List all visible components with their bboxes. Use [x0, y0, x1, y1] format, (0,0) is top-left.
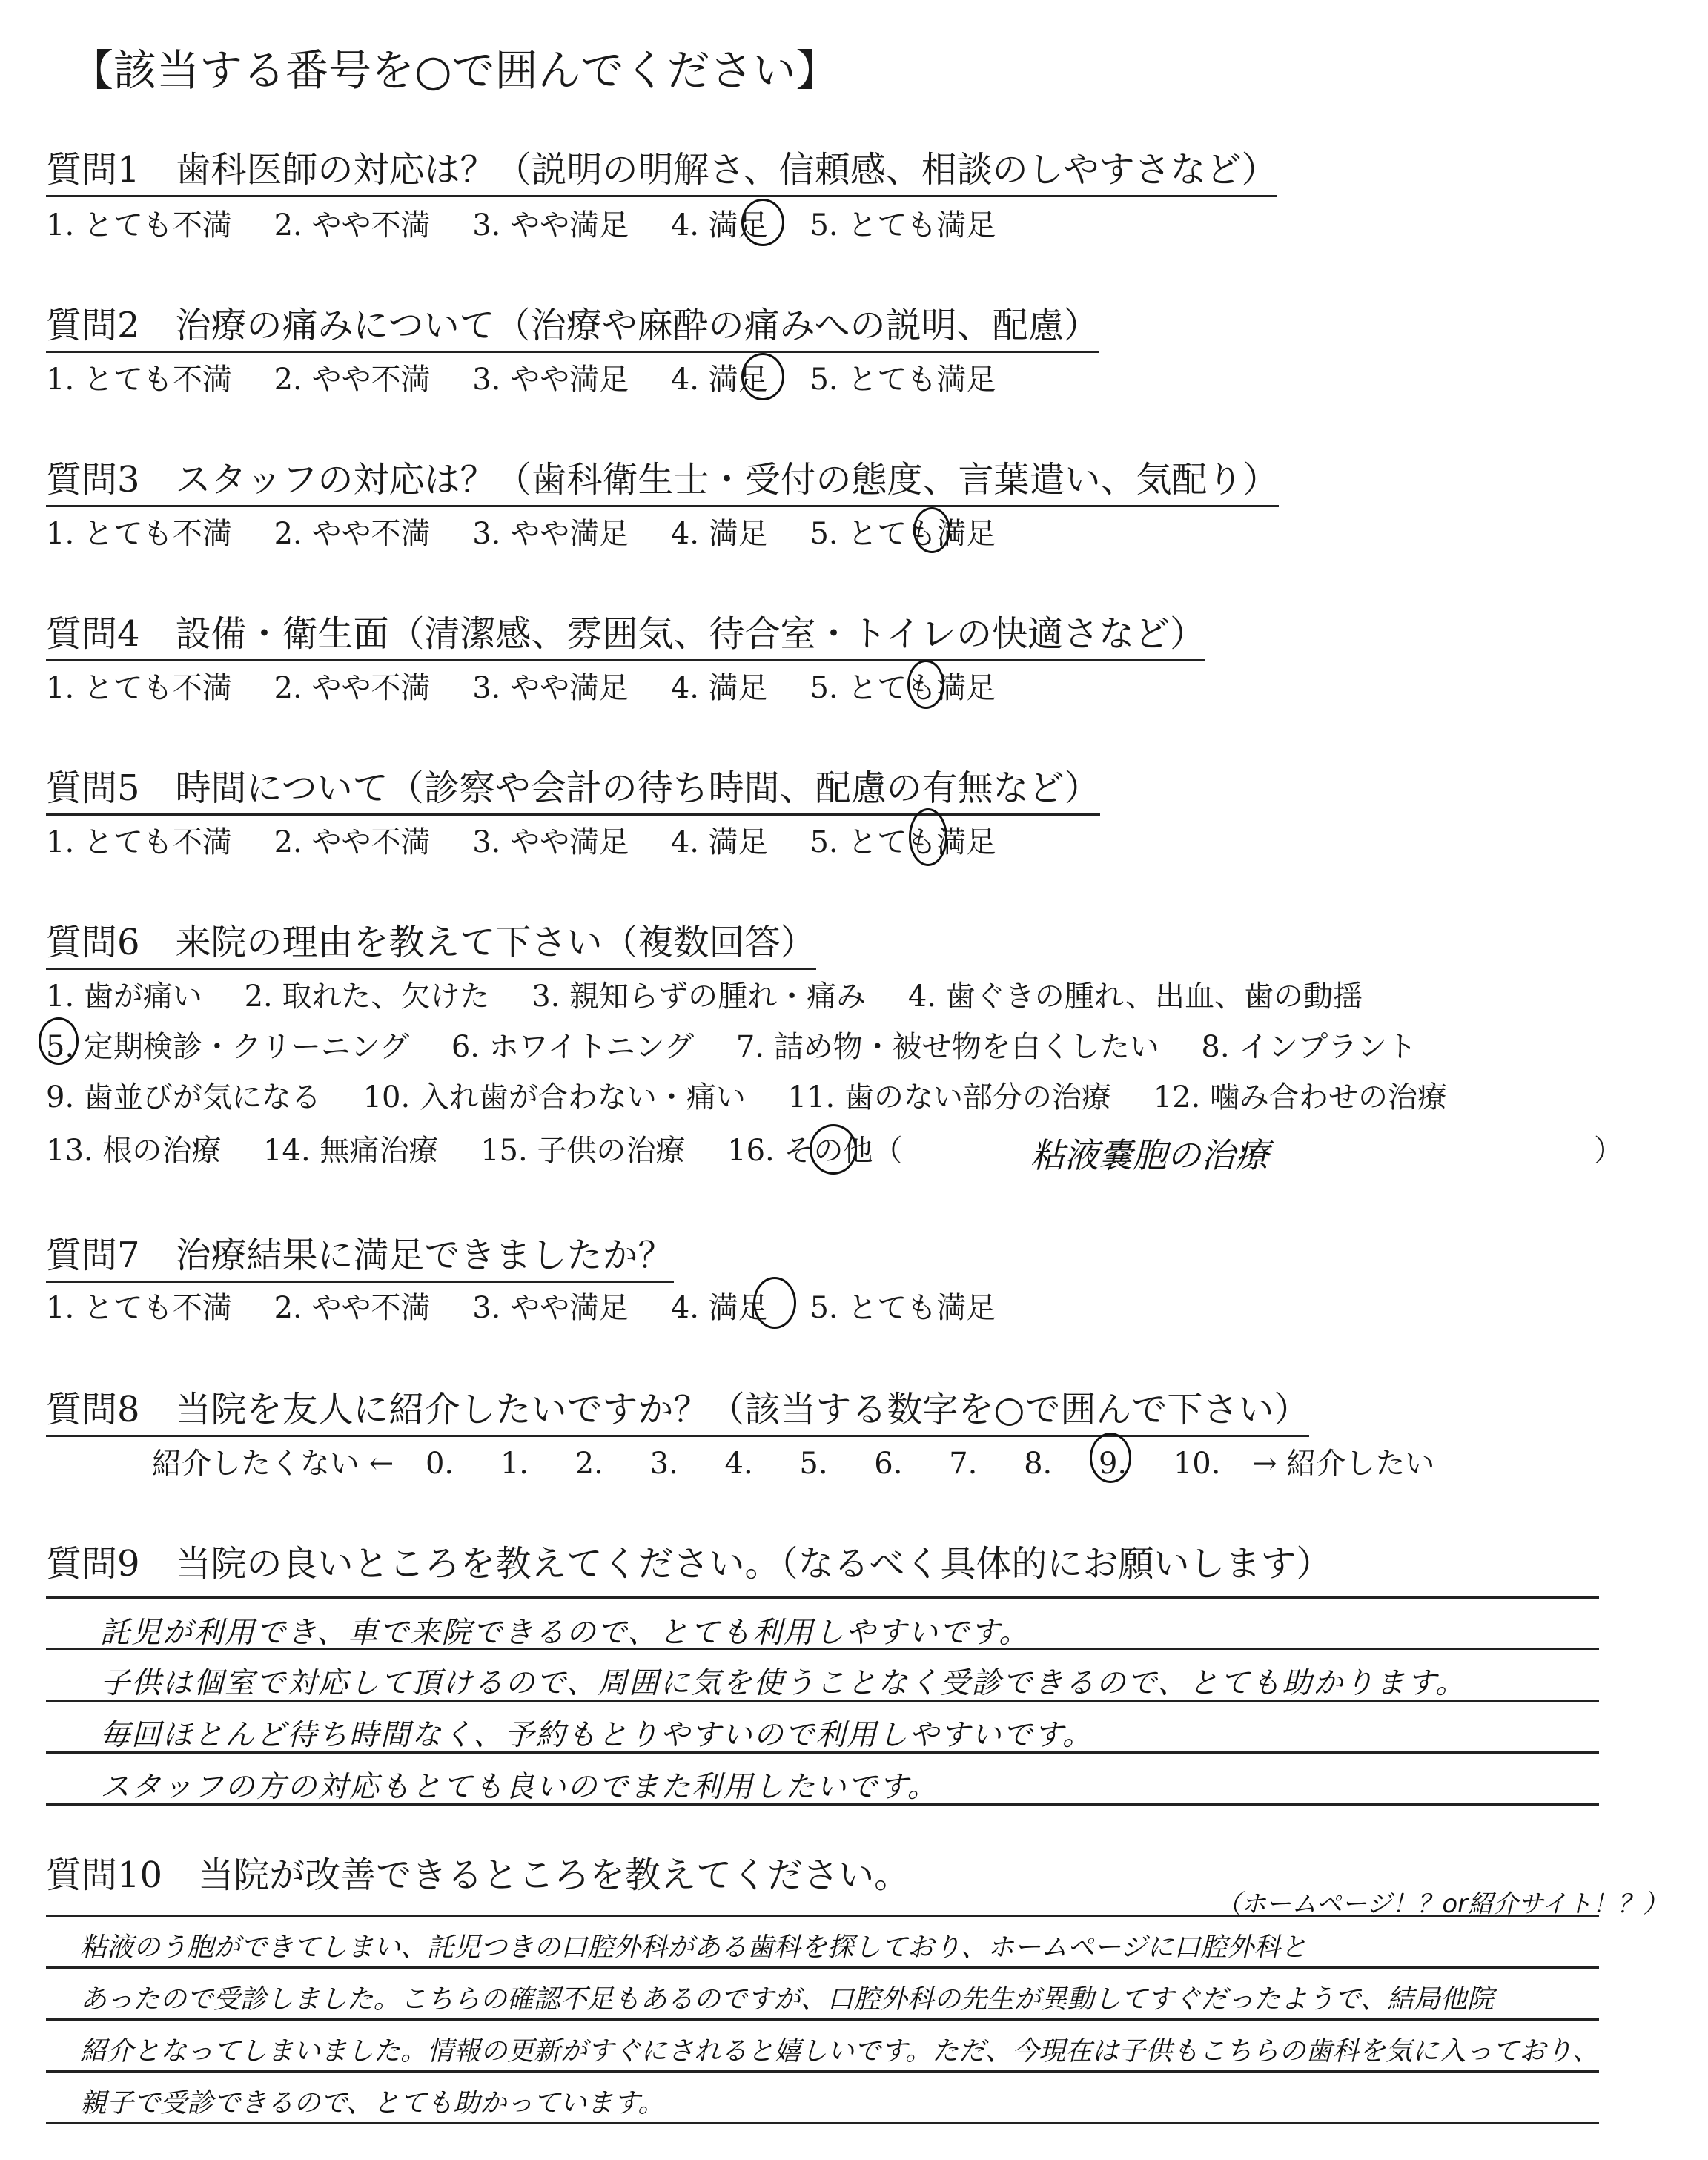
q8-score-6[interactable]: 6.: [874, 1447, 903, 1481]
q6-option-15[interactable]: 15. 子供の治療: [480, 1134, 686, 1168]
q6-row-3: [46, 1074, 1480, 1116]
q9-line-2: [46, 1700, 1599, 1702]
question-1-label: 質問1 歯科医師の対応は？（説明の明解さ、信頼感、相談のしやすさなど）: [46, 141, 1277, 197]
q2-option-2[interactable]: 2. やや不満: [274, 363, 431, 397]
q3-option-5[interactable]: 5. とても満足: [810, 517, 996, 551]
q10-line-2: [46, 2018, 1599, 2021]
q6-option-5-circle: [39, 1017, 79, 1065]
question-3-label: 質問3 スタッフの対応は？（歯科衛生士・受付の態度、言葉遣い、気配り）: [46, 451, 1279, 507]
q6-option-5[interactable]: 5. 定期検診・クリーニング: [46, 1030, 410, 1064]
q4-option-2[interactable]: 2. やや不満: [274, 671, 431, 705]
q6-option-2[interactable]: 2. 取れた、欠けた: [244, 980, 490, 1014]
q6-other-close: ）: [1594, 1134, 1623, 1168]
q8-score-8[interactable]: 8.: [1024, 1447, 1053, 1481]
q6-row-1: [46, 973, 1395, 1015]
q6-option-6[interactable]: 6. ホワイトニング: [451, 1030, 695, 1064]
q7-option-1[interactable]: 1. とても不満: [46, 1291, 232, 1325]
question-5-options: [46, 819, 1028, 861]
q6-option-7[interactable]: 7. 詰め物・被せ物を白くしたい: [735, 1030, 1159, 1064]
q10-answer-3[interactable]: 紹介となってしまいました。情報の更新がすぐにされると嬉しいです。ただ、今現在は子供もこちらの歯科を気に入っており、: [80, 2036, 1600, 2067]
q9-answer-1[interactable]: 託児が利用でき、車で来院できるので、とても利用しやすいです。: [100, 1616, 1030, 1650]
q7-option-4[interactable]: 4. 満足: [670, 1291, 768, 1325]
q1-option-1[interactable]: 1. とても不満: [46, 208, 232, 242]
q2-option-4[interactable]: 4. 満足: [670, 363, 768, 397]
question-2-options: [46, 356, 1028, 398]
q3-option-1[interactable]: 1. とても不満: [46, 517, 232, 551]
q9-answer-2[interactable]: 子供は個室で対応して頂けるので、周囲に気を使うことなく受診できるので、とても助かります。: [100, 1666, 1467, 1700]
q9-answer-3[interactable]: 毎回ほとんど待ち時間なく、予約もとりやすいので利用しやすいです。: [100, 1718, 1093, 1752]
q7-option-3[interactable]: 3. やや満足: [472, 1291, 629, 1325]
q8-scale: [152, 1440, 1467, 1482]
q9-answer-4[interactable]: スタッフの方の対応もとても良いのでまた利用したいです。: [100, 1770, 939, 1804]
q2-selection-circle: [741, 353, 784, 400]
q6-row-2: [46, 1023, 1449, 1066]
q2-option-1[interactable]: 1. とても不満: [46, 363, 232, 397]
q8-score-10[interactable]: 10.: [1173, 1447, 1221, 1481]
q7-selection-circle: [753, 1277, 796, 1329]
q8-right-label: → 紹介したい: [1252, 1447, 1435, 1481]
q6-option-11[interactable]: 11. 歯のない部分の治療: [787, 1080, 1111, 1114]
q8-score-3[interactable]: 3.: [649, 1447, 678, 1481]
question-10-label: 質問10 当院が改善できるところを教えてください。: [46, 1855, 910, 1896]
q10-line-4: [46, 2122, 1599, 2124]
question-4-options: [46, 664, 1028, 707]
question-2-label: 質問2 治療の痛みについて（治療や麻酔の痛みへの説明、配慮）: [46, 297, 1099, 353]
q10-line-3: [46, 2070, 1599, 2073]
q8-score-5[interactable]: 5.: [799, 1447, 828, 1481]
q8-score-4[interactable]: 4.: [724, 1447, 753, 1481]
q6-other-text[interactable]: 粘液嚢胞の治療: [1030, 1135, 1269, 1175]
question-9-label: 質問9 当院の良いところを教えてください。（なるべく具体的にお願いします）: [46, 1543, 1332, 1585]
q4-option-3[interactable]: 3. やや満足: [472, 671, 629, 705]
q5-option-5[interactable]: 5. とても満足: [810, 825, 996, 859]
q5-selection-circle: [909, 808, 947, 866]
q4-option-1[interactable]: 1. とても不満: [46, 671, 232, 705]
q6-option-1[interactable]: 1. 歯が痛い: [46, 980, 202, 1014]
q3-selection-circle: [913, 507, 950, 553]
q8-selection-circle: [1090, 1433, 1131, 1483]
q8-score-0[interactable]: 0.: [425, 1447, 454, 1481]
question-1-options: [46, 202, 1028, 244]
q9-line-1: [46, 1648, 1599, 1650]
q6-option-9[interactable]: 9. 歯並びが気になる: [46, 1080, 321, 1114]
question-6-label: 質問6 来院の理由を教えて下さい（複数回答）: [46, 914, 816, 970]
question-3-options: [46, 510, 1028, 552]
q5-option-4[interactable]: 4. 満足: [670, 825, 768, 859]
q10-answer-4[interactable]: 親子で受診できるので、とても助かっています。: [80, 2088, 665, 2118]
q3-option-4[interactable]: 4. 満足: [670, 517, 768, 551]
q7-option-5[interactable]: 5. とても満足: [810, 1291, 996, 1325]
q6-option-13[interactable]: 13. 根の治療: [46, 1134, 222, 1168]
q6-row-4: [46, 1127, 935, 1169]
q1-option-4[interactable]: 4. 満足: [670, 208, 768, 242]
q9-line-4: [46, 1803, 1599, 1806]
q1-selection-circle: [741, 199, 784, 246]
q6-option-16[interactable]: 16. その他（: [727, 1134, 903, 1168]
q10-answer-2[interactable]: あったので受診しました。こちらの確認不足もあるのですが、口腔外科の先生が異動してすぐだったようで、結局他院: [80, 1984, 1494, 2015]
q2-option-3[interactable]: 3. やや満足: [472, 363, 629, 397]
q9-line-3: [46, 1751, 1599, 1754]
q7-option-2[interactable]: 2. やや不満: [274, 1291, 431, 1325]
q4-option-5[interactable]: 5. とても満足: [810, 671, 996, 705]
q6-option-4[interactable]: 4. 歯ぐきの腫れ、出血、歯の動揺: [907, 980, 1363, 1014]
q9-line-0: [46, 1596, 1599, 1599]
q5-option-2[interactable]: 2. やや不満: [274, 825, 431, 859]
question-8-label: 質問8 当院を友人に紹介したいですか？（該当する数字を○で囲んで下さい）: [46, 1381, 1309, 1437]
q1-option-5[interactable]: 5. とても満足: [810, 208, 996, 242]
q8-score-7[interactable]: 7.: [949, 1447, 978, 1481]
q6-option-12[interactable]: 12. 噛み合わせの治療: [1153, 1080, 1448, 1114]
page-title: 【該当する番号を○で囲んでください】: [70, 45, 839, 96]
q6-option-14[interactable]: 14. 無痛治療: [263, 1134, 439, 1168]
question-5-label: 質問5 時間について（診察や会計の待ち時間、配慮の有無など）: [46, 759, 1100, 816]
q8-left-label: 紹介したくない ←: [152, 1447, 394, 1481]
q5-option-3[interactable]: 3. やや満足: [472, 825, 629, 859]
q6-option-10[interactable]: 10. 入れ歯が合わない・痛い: [363, 1080, 746, 1114]
q4-option-4[interactable]: 4. 満足: [670, 671, 768, 705]
q2-option-5[interactable]: 5. とても満足: [810, 363, 996, 397]
q10-note[interactable]: （ホームページ！？or紹介サイト！？）: [1216, 1889, 1668, 1919]
q1-option-3[interactable]: 3. やや満足: [472, 208, 629, 242]
q6-option-3[interactable]: 3. 親知らずの腫れ・痛み: [532, 980, 867, 1014]
question-7-options: [46, 1284, 1028, 1327]
q8-score-1[interactable]: 1.: [500, 1447, 529, 1481]
q8-score-9[interactable]: 9.: [1098, 1447, 1128, 1481]
q6-option-16-circle: [810, 1124, 857, 1175]
question-7-label: 質問7 治療結果に満足できましたか？: [46, 1226, 674, 1283]
q10-answer-1[interactable]: 粘液のう胞ができてしまい、託児つきの口腔外科がある歯科を探しており、ホームページに口腔外科と: [80, 1932, 1308, 1963]
q5-option-1[interactable]: 1. とても不満: [46, 825, 232, 859]
q3-option-2[interactable]: 2. やや不満: [274, 517, 431, 551]
q8-score-2[interactable]: 2.: [575, 1447, 603, 1481]
q10-line-0: [46, 1915, 1599, 1917]
q10-line-1: [46, 1966, 1599, 1969]
q3-option-3[interactable]: 3. やや満足: [472, 517, 629, 551]
q4-selection-circle: [907, 660, 944, 709]
q1-option-2[interactable]: 2. やや不満: [274, 208, 431, 242]
question-4-label: 質問4 設備・衛生面（清潔感、雰囲気、待合室・トイレの快適さなど）: [46, 605, 1205, 661]
q6-option-8[interactable]: 8. インプラント: [1201, 1030, 1417, 1064]
